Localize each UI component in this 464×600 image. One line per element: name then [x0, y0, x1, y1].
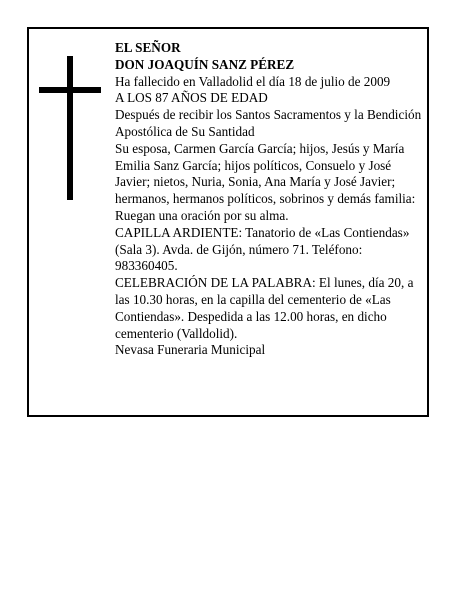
obituary-notice — [27, 27, 429, 417]
notice-text-block — [115, 40, 425, 359]
prayer-line: Ruegan una oración por su alma. — [115, 207, 289, 223]
funeral-home: Nevasa Funeraria Municipal — [115, 342, 266, 358]
age-line: A LOS 87 AÑOS DE EDAD — [115, 90, 268, 106]
cross-horizontal-bar — [39, 87, 101, 93]
heading-title: EL SEÑOR — [115, 40, 181, 55]
death-line: Ha fallecido en Valladolid el día 18 de julio de 2009 — [115, 73, 391, 89]
deceased-name: DON JOAQUÍN SANZ PÉREZ — [115, 56, 295, 72]
cross-icon — [39, 56, 101, 200]
family-paragraph: Su esposa, Carmen García García; hijos, Jesús y María Emilia Sanz García; hijos políticos, Consuelo y José Javier; nietos, Nuria, Sonia, Ana María y José Javier; hermanos, hermanos políticos, sobrinos y demás familia: — [115, 140, 416, 207]
chapel-paragraph: CAPILLA ARDIENTE: Tanatorio de «Las Contiendas» (Sala 3). Avda. de Gijón, número 71. Teléfono: 983360405. — [115, 224, 410, 274]
sacraments-paragraph: Después de recibir los Santos Sacramentos y la Bendición Apostólica de Su Santidad — [115, 107, 422, 139]
cross-vertical-bar — [67, 56, 73, 200]
ceremony-paragraph: CELEBRACIÓN DE LA PALABRA: El lunes, día 20, a las 10.30 horas, en la capilla del cementerio de «Las Contiendas». Despedida a las 12.00 horas, en dicho cementerio (Valldolid). — [115, 275, 414, 341]
